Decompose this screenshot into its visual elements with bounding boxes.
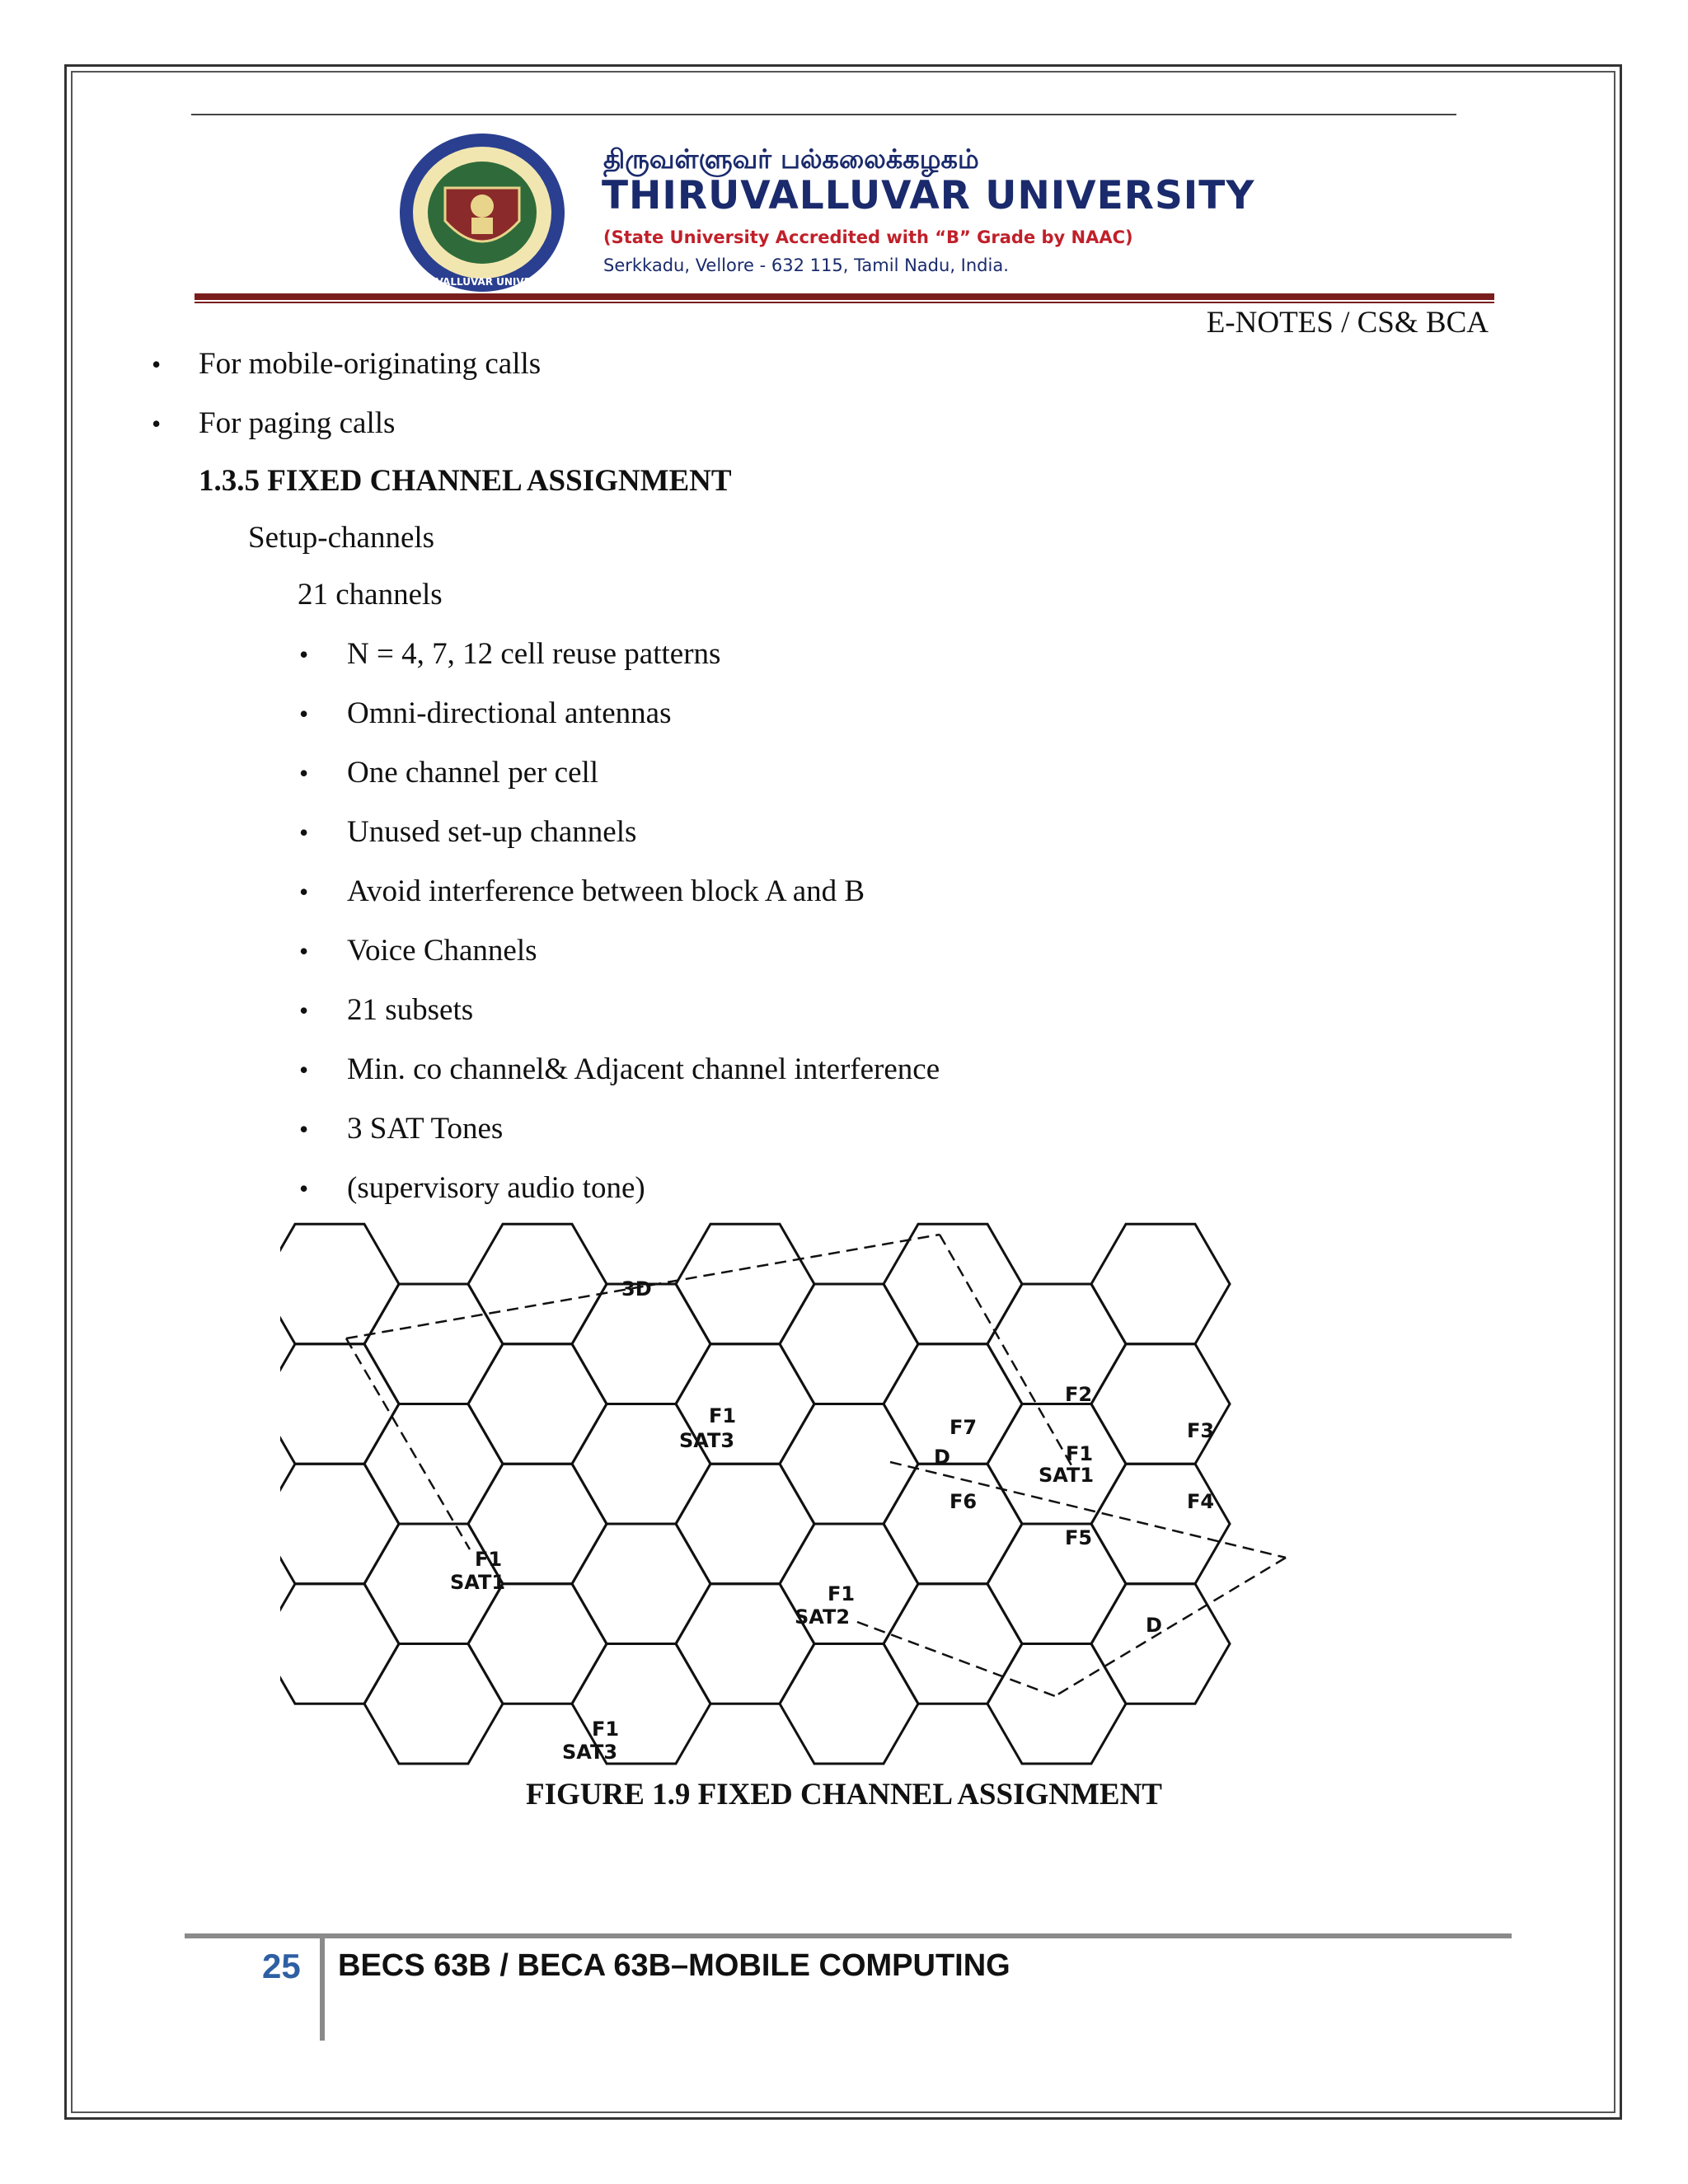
sat-label: SAT1 (1039, 1464, 1095, 1487)
footer-rule (185, 1933, 1512, 1938)
cell-label: F1 (828, 1582, 856, 1605)
hex-cell (468, 1344, 607, 1465)
hex-cell (884, 1464, 1022, 1584)
hex-cell (884, 1224, 1022, 1343)
hex-cell (1091, 1344, 1230, 1465)
list-item: Avoid interference between block A and B (347, 874, 865, 908)
setup-channels-label: Setup-channels (248, 521, 435, 555)
hex-cell (280, 1584, 399, 1704)
list-item: 21 subsets (347, 993, 474, 1027)
hex-cell (572, 1524, 710, 1644)
bullet-icon: • (152, 409, 162, 438)
list-item: Omni-directional antennas (347, 696, 672, 730)
bullet-icon: • (299, 818, 309, 847)
sat2-link-line (857, 1622, 1055, 1696)
hex-cell (676, 1464, 814, 1584)
list-item: Unused set-up channels (347, 815, 637, 849)
list-item: N = 4, 7, 12 cell reuse patterns (347, 637, 721, 671)
hex-cell (884, 1584, 1022, 1704)
hex-cell (364, 1284, 503, 1404)
list-item: Min. co channel& Adjacent channel interference (347, 1052, 940, 1086)
bullet-icon: • (299, 1174, 309, 1203)
distance-label: D (934, 1446, 950, 1469)
cell-label: F6 (950, 1490, 978, 1513)
header-divider (195, 293, 1494, 300)
header-divider-thin (195, 302, 1494, 303)
fixed-channel-assignment-diagram (280, 1218, 1368, 1779)
cell-label: F2 (1065, 1383, 1093, 1406)
bullet-icon: • (299, 877, 309, 907)
hex-cell (1091, 1584, 1230, 1704)
cell-label: F1 (475, 1548, 503, 1571)
bullet-icon: • (299, 758, 309, 788)
hex-cell (280, 1224, 399, 1343)
cell-label: F3 (1187, 1419, 1215, 1442)
page-number: 25 (262, 1947, 301, 1985)
hex-cell (987, 1524, 1126, 1644)
list-item: 3 SAT Tones (347, 1112, 504, 1146)
sat-label: SAT3 (562, 1741, 618, 1764)
bullet-icon: • (299, 699, 309, 729)
university-seal-logo (396, 130, 569, 295)
list-item: (supervisory audio tone) (347, 1171, 645, 1205)
svg-text:THIRUVALLUVAR UNIVERSITY: THIRUVALLUVAR UNIVERSITY (401, 276, 564, 288)
hex-cell (364, 1644, 503, 1765)
hex-cell (987, 1284, 1126, 1404)
hex-cell (468, 1224, 607, 1343)
footer-divider (320, 1938, 325, 2041)
hex-cell (676, 1584, 814, 1704)
left-dimension-line (346, 1338, 470, 1549)
hex-cell (676, 1224, 814, 1343)
university-name-tamil: திருவள்ளுவர் பல்கலைக்கழகம் (603, 143, 979, 175)
list-item: Voice Channels (347, 934, 537, 968)
figure-caption: FIGURE 1.9 FIXED CHANNEL ASSIGNMENT (526, 1778, 1162, 1811)
university-name: THIRUVALLUVAR UNIVERSITY (602, 173, 1255, 218)
university-accreditation: (State University Accredited with “B” Grade by NAAC) (603, 227, 1133, 247)
university-address: Serkkadu, Vellore - 632 115, Tamil Nadu, India. (603, 255, 1009, 275)
sqrt3d-label: 3D (621, 1277, 652, 1301)
list-item: One channel per cell (347, 756, 599, 790)
bullet-icon: • (152, 349, 162, 379)
university-header (396, 130, 1302, 295)
hex-cell (572, 1284, 710, 1404)
cell-label: F7 (950, 1416, 978, 1439)
bullet-icon: • (299, 1055, 309, 1085)
bullet-icon: • (299, 640, 309, 669)
header-top-rule (191, 114, 1456, 115)
d2-dimension-line (1055, 1558, 1286, 1696)
sat-label: SAT3 (679, 1429, 735, 1452)
bullet-icon: • (299, 936, 309, 966)
hex-cell (884, 1344, 1022, 1465)
hex-cell (364, 1404, 503, 1525)
hex-cell (468, 1584, 607, 1704)
cell-label: F5 (1065, 1526, 1093, 1549)
cell-label: F1 (709, 1404, 737, 1427)
course-title: BECS 63B / BECA 63B–MOBILE COMPUTING (338, 1948, 1010, 1983)
hex-cell (280, 1344, 399, 1465)
hex-cell (987, 1644, 1126, 1765)
bullet-icon: • (299, 996, 309, 1025)
channels-count-label: 21 channels (298, 578, 443, 612)
document-label: E-NOTES / CS& BCA (1206, 306, 1489, 340)
distance-label: D (1146, 1614, 1162, 1637)
cell-label: F1 (1066, 1442, 1094, 1465)
cell-label: F4 (1187, 1490, 1215, 1513)
section-heading: 1.3.5 FIXED CHANNEL ASSIGNMENT (199, 464, 732, 498)
hex-cell (780, 1644, 918, 1765)
hex-cell (280, 1464, 399, 1584)
cell-label: F1 (592, 1718, 620, 1741)
sat-label: SAT1 (450, 1571, 506, 1594)
hex-cell (780, 1284, 918, 1404)
list-item: For paging calls (199, 406, 396, 440)
hex-cell (1091, 1224, 1230, 1343)
hex-cell (572, 1404, 710, 1525)
list-item: For mobile-originating calls (199, 347, 542, 381)
hex-cell (1091, 1464, 1230, 1584)
sat-label: SAT2 (795, 1605, 851, 1629)
bullet-icon: • (299, 1114, 309, 1144)
